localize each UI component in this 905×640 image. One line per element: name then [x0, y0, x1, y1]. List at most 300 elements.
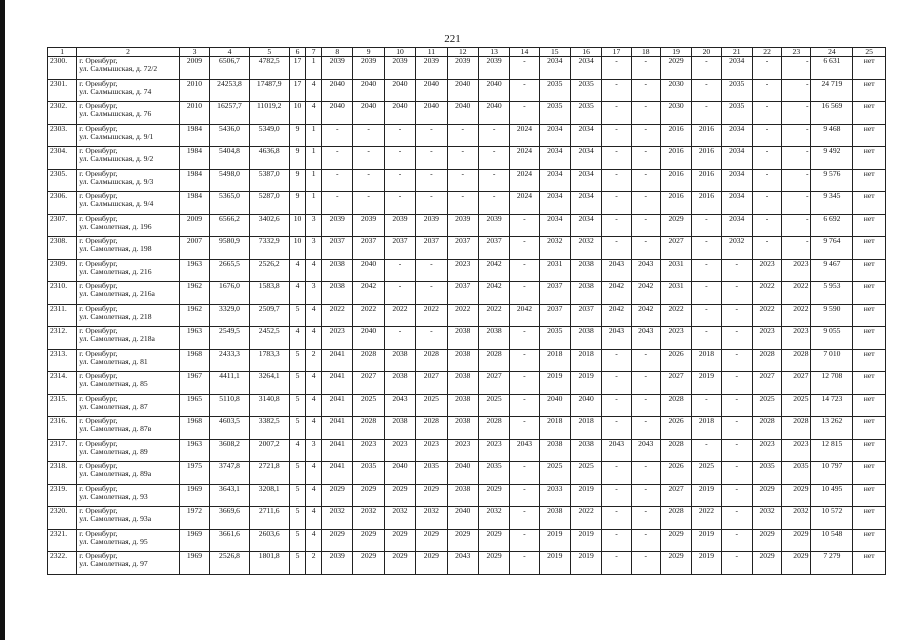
data-cell: - — [510, 417, 539, 440]
address-city: г. Оренбург, — [79, 484, 118, 493]
data-cell: нет — [853, 124, 886, 147]
data-cell: 3747,8 — [210, 462, 250, 485]
address-city: г. Оренбург, — [79, 371, 118, 380]
data-cell: 2016 — [692, 147, 721, 170]
address-cell — [77, 462, 180, 485]
address-city: г. Оренбург, — [79, 304, 118, 313]
data-cell: 9 — [289, 124, 306, 147]
address-cell — [77, 57, 180, 80]
data-cell: 3 — [306, 282, 322, 305]
address-street: ул. Самолетная, д. 95 — [79, 536, 148, 546]
data-cell: 2034 — [539, 57, 570, 80]
data-cell: 2040 — [447, 507, 478, 530]
data-cell: 2037 — [539, 304, 570, 327]
address-street: ул. Самолетная, д. 89 — [79, 446, 148, 456]
data-cell: 2040 — [384, 79, 415, 102]
address-cell — [77, 507, 180, 530]
data-cell: 2037 — [353, 237, 384, 260]
data-cell: 2040 — [384, 102, 415, 125]
data-cell: 2028 — [416, 417, 447, 440]
data-cell: 2040 — [447, 79, 478, 102]
data-cell: нет — [853, 147, 886, 170]
column-number: 8 — [322, 48, 353, 57]
table-row — [48, 462, 886, 485]
data-cell: 5 — [289, 304, 306, 327]
data-cell: 1984 — [179, 124, 209, 147]
data-cell: 2509,7 — [249, 304, 289, 327]
data-cell: - — [416, 259, 447, 282]
row-number: 2311. — [48, 304, 77, 327]
row-number: 2314. — [48, 372, 77, 395]
data-cell: 2038 — [539, 439, 570, 462]
data-cell: 2038 — [447, 394, 478, 417]
data-cell: 2043 — [602, 327, 631, 350]
data-cell: 9 345 — [811, 192, 853, 215]
column-number: 14 — [510, 48, 539, 57]
address-cell — [77, 394, 180, 417]
data-cell: 1972 — [179, 507, 209, 530]
data-cell: 2526,8 — [210, 552, 250, 575]
column-number: 10 — [384, 48, 415, 57]
data-cell: 9 — [289, 192, 306, 215]
data-cell: 1969 — [179, 552, 209, 575]
data-cell: 2025 — [752, 394, 781, 417]
column-number: 3 — [179, 48, 209, 57]
data-cell: 2016 — [660, 124, 691, 147]
data-cell: 2025 — [416, 394, 447, 417]
data-cell: 2040 — [384, 462, 415, 485]
data-cell: - — [692, 79, 721, 102]
data-cell: 2022 — [384, 304, 415, 327]
data-cell: 1 — [306, 124, 322, 147]
data-cell: 9 467 — [811, 259, 853, 282]
address-street: ул. Самолетная, д. 81 — [79, 356, 148, 366]
data-cell: 2023 — [322, 327, 353, 350]
data-cell: 2038 — [570, 327, 601, 350]
address-street: ул. Салмышская, д. 9/3 — [79, 176, 154, 186]
data-cell: 2022 — [447, 304, 478, 327]
data-cell: 2029 — [660, 529, 691, 552]
data-cell: - — [602, 169, 631, 192]
address-city: г. Оренбург, — [79, 191, 118, 200]
data-cell: 2040 — [416, 102, 447, 125]
data-cell: 9 764 — [811, 237, 853, 260]
data-cell: 1967 — [179, 372, 209, 395]
column-number: 5 — [249, 48, 289, 57]
address-cell — [77, 102, 180, 125]
data-cell: 2029 — [353, 484, 384, 507]
data-cell: 2034 — [570, 169, 601, 192]
data-cell: 2603,6 — [249, 529, 289, 552]
data-cell: 2041 — [322, 417, 353, 440]
address-cell — [77, 79, 180, 102]
data-cell: - — [631, 552, 660, 575]
data-cell: 2029 — [384, 529, 415, 552]
data-cell: 17487,9 — [249, 79, 289, 102]
table-row — [48, 259, 886, 282]
table-row — [48, 439, 886, 462]
data-cell: - — [782, 79, 811, 102]
data-cell: 2029 — [478, 529, 509, 552]
data-cell: 4 — [306, 484, 322, 507]
data-cell: 2035 — [353, 462, 384, 485]
data-cell: 5498,0 — [210, 169, 250, 192]
data-cell: 2028 — [660, 439, 691, 462]
data-cell: 2029 — [752, 529, 781, 552]
data-cell: 3264,1 — [249, 372, 289, 395]
data-cell: - — [478, 147, 509, 170]
data-cell: - — [416, 124, 447, 147]
data-cell: - — [416, 192, 447, 215]
data-cell: 2039 — [353, 214, 384, 237]
data-cell: 3 — [306, 439, 322, 462]
data-cell: 2035 — [721, 79, 752, 102]
data-cell: 2 — [306, 349, 322, 372]
data-cell: 4 — [306, 102, 322, 125]
data-cell: 2041 — [322, 439, 353, 462]
data-cell: - — [353, 192, 384, 215]
data-cell: 5 — [289, 552, 306, 575]
data-cell: 2027 — [752, 372, 781, 395]
data-cell: - — [602, 372, 631, 395]
row-number: 2302. — [48, 102, 77, 125]
data-cell: 7 010 — [811, 349, 853, 372]
data-cell: нет — [853, 102, 886, 125]
data-cell: 2019 — [539, 372, 570, 395]
row-number: 2318. — [48, 462, 77, 485]
data-cell: 2038 — [570, 259, 601, 282]
data-cell: 2032 — [752, 507, 781, 530]
data-cell: - — [384, 124, 415, 147]
data-cell: 2028 — [752, 417, 781, 440]
data-cell: - — [602, 507, 631, 530]
data-cell: 2040 — [447, 462, 478, 485]
data-cell: 2025 — [692, 462, 721, 485]
data-cell: - — [782, 214, 811, 237]
data-cell: 2037 — [447, 237, 478, 260]
address-city: г. Оренбург, — [79, 79, 118, 88]
data-cell: 2026 — [660, 349, 691, 372]
data-cell: 2040 — [353, 102, 384, 125]
data-cell: нет — [853, 439, 886, 462]
data-cell: 4 — [306, 79, 322, 102]
address-city: г. Оренбург, — [79, 146, 118, 155]
data-cell: 1962 — [179, 282, 209, 305]
column-number: 2 — [77, 48, 180, 57]
data-cell: 4 — [289, 327, 306, 350]
data-cell: нет — [853, 349, 886, 372]
data-cell: - — [353, 124, 384, 147]
data-cell: 4636,8 — [249, 147, 289, 170]
data-cell: 2038 — [322, 259, 353, 282]
data-cell: 2040 — [416, 79, 447, 102]
data-cell: - — [631, 102, 660, 125]
data-cell: 2029 — [353, 529, 384, 552]
data-cell: 2029 — [416, 484, 447, 507]
data-cell: - — [752, 169, 781, 192]
data-cell: 1968 — [179, 349, 209, 372]
data-cell: - — [692, 214, 721, 237]
address-city: г. Оренбург, — [79, 124, 118, 133]
data-cell: - — [602, 192, 631, 215]
data-cell: 2029 — [353, 552, 384, 575]
data-cell: 2039 — [416, 57, 447, 80]
data-cell: 2043 — [602, 439, 631, 462]
column-number: 20 — [692, 48, 721, 57]
data-cell: 2029 — [384, 552, 415, 575]
data-cell: - — [447, 192, 478, 215]
row-number: 2315. — [48, 394, 77, 417]
data-cell: 6506,7 — [210, 57, 250, 80]
address-cell — [77, 214, 180, 237]
data-cell: 2025 — [539, 462, 570, 485]
data-cell: 2025 — [353, 394, 384, 417]
data-cell: 2018 — [539, 417, 570, 440]
data-cell: 2042 — [510, 304, 539, 327]
row-number: 2312. — [48, 327, 77, 350]
data-cell: 7 279 — [811, 552, 853, 575]
data-cell: 2019 — [570, 529, 601, 552]
data-cell: - — [510, 552, 539, 575]
data-cell: - — [721, 462, 752, 485]
address-street: ул. Самолетная, д. 97 — [79, 559, 148, 569]
row-number: 2321. — [48, 529, 77, 552]
address-city: г. Оренбург, — [79, 214, 118, 223]
data-cell: 2038 — [570, 439, 601, 462]
column-number: 18 — [631, 48, 660, 57]
data-cell: 4 — [306, 394, 322, 417]
data-cell: 9 492 — [811, 147, 853, 170]
data-cell: 24 719 — [811, 79, 853, 102]
data-cell: 2016 — [692, 192, 721, 215]
data-cell: 2019 — [570, 552, 601, 575]
data-cell: 2038 — [384, 372, 415, 395]
row-number: 2316. — [48, 417, 77, 440]
data-cell: 1783,3 — [249, 349, 289, 372]
data-cell: 2043 — [631, 327, 660, 350]
data-cell: 3 — [306, 237, 322, 260]
address-cell — [77, 372, 180, 395]
data-cell: 2035 — [570, 102, 601, 125]
data-cell: нет — [853, 394, 886, 417]
column-number: 21 — [721, 48, 752, 57]
address-cell — [77, 192, 180, 215]
data-cell: - — [602, 529, 631, 552]
data-cell: - — [510, 259, 539, 282]
data-cell: 9 576 — [811, 169, 853, 192]
data-cell: - — [510, 349, 539, 372]
data-cell: 2032 — [384, 507, 415, 530]
data-cell: - — [602, 124, 631, 147]
column-number: 11 — [416, 48, 447, 57]
data-cell: - — [752, 214, 781, 237]
data-cell: 2042 — [478, 282, 509, 305]
data-cell: - — [752, 102, 781, 125]
address-street: ул. Самолетная, д. 87в — [79, 424, 152, 434]
data-cell: 1676,0 — [210, 282, 250, 305]
data-cell: - — [721, 304, 752, 327]
table-row — [48, 169, 886, 192]
address-cell — [77, 259, 180, 282]
data-cell: 2037 — [322, 237, 353, 260]
data-cell: 5387,0 — [249, 169, 289, 192]
data-cell: 2040 — [447, 102, 478, 125]
address-cell — [77, 304, 180, 327]
data-cell: - — [416, 147, 447, 170]
data-cell: 2042 — [478, 259, 509, 282]
data-cell: 16 569 — [811, 102, 853, 125]
data-cell: 2037 — [539, 282, 570, 305]
row-number: 2308. — [48, 237, 77, 260]
data-cell: 2039 — [353, 57, 384, 80]
data-cell: 2007 — [179, 237, 209, 260]
data-cell: нет — [853, 57, 886, 80]
data-cell: 3382,5 — [249, 417, 289, 440]
data-cell: - — [631, 237, 660, 260]
column-number: 7 — [306, 48, 322, 57]
data-cell: 2018 — [570, 349, 601, 372]
table-row — [48, 282, 886, 305]
data-cell: 2037 — [447, 282, 478, 305]
data-cell: нет — [853, 372, 886, 395]
data-cell: 2026 — [660, 462, 691, 485]
data-cell: нет — [853, 192, 886, 215]
data-cell: 2029 — [782, 552, 811, 575]
data-cell: 9580,9 — [210, 237, 250, 260]
data-cell: 2029 — [384, 484, 415, 507]
data-cell: 2022 — [322, 304, 353, 327]
data-cell: 2038 — [478, 327, 509, 350]
column-number: 15 — [539, 48, 570, 57]
address-city: г. Оренбург, — [79, 461, 118, 470]
data-cell: 10 548 — [811, 529, 853, 552]
data-cell: 2029 — [782, 484, 811, 507]
data-cell: - — [602, 57, 631, 80]
address-street: ул. Самолетная, д. 216 — [79, 266, 152, 276]
data-cell: 2016 — [660, 169, 691, 192]
data-cell: - — [631, 147, 660, 170]
table-row — [48, 529, 886, 552]
data-cell: - — [721, 282, 752, 305]
data-cell: - — [416, 327, 447, 350]
data-cell: 2035 — [752, 462, 781, 485]
data-cell: 2023 — [660, 327, 691, 350]
data-cell: 9 055 — [811, 327, 853, 350]
data-cell: 2034 — [539, 169, 570, 192]
data-cell: - — [510, 102, 539, 125]
data-cell: 4 — [306, 507, 322, 530]
address-street: ул. Салмышская, д. 9/2 — [79, 154, 154, 164]
data-cell: 1962 — [179, 304, 209, 327]
table-row — [48, 304, 886, 327]
data-cell: 2028 — [353, 417, 384, 440]
data-cell: 2043 — [510, 439, 539, 462]
data-cell: 2041 — [322, 372, 353, 395]
row-number: 2317. — [48, 439, 77, 462]
data-cell: - — [692, 259, 721, 282]
data-cell: 2032 — [416, 507, 447, 530]
column-number: 24 — [811, 48, 853, 57]
data-cell: 2526,2 — [249, 259, 289, 282]
data-cell: 2034 — [721, 214, 752, 237]
data-cell: 2034 — [721, 147, 752, 170]
data-cell: 2034 — [570, 57, 601, 80]
data-cell: 2029 — [660, 57, 691, 80]
data-cell: - — [478, 192, 509, 215]
data-cell: - — [510, 507, 539, 530]
data-cell: 2040 — [322, 79, 353, 102]
data-cell: 2028 — [353, 349, 384, 372]
address-street: ул. Самолетная, д. 218 — [79, 311, 152, 321]
data-cell: 5 — [289, 529, 306, 552]
data-cell: нет — [853, 304, 886, 327]
data-cell: 2018 — [692, 349, 721, 372]
data-cell: 2040 — [478, 102, 509, 125]
data-cell: нет — [853, 259, 886, 282]
data-cell: 2030 — [660, 79, 691, 102]
data-cell: 2039 — [478, 214, 509, 237]
data-cell: 2023 — [353, 439, 384, 462]
data-cell: 2042 — [631, 304, 660, 327]
address-city: г. Оренбург, — [79, 236, 118, 245]
data-cell: - — [384, 192, 415, 215]
data-cell: 4411,1 — [210, 372, 250, 395]
data-cell: 3 — [306, 214, 322, 237]
address-street: ул. Салмышская, д. 72/2 — [79, 64, 158, 74]
data-cell: - — [602, 552, 631, 575]
data-cell: - — [721, 529, 752, 552]
data-cell: 5 — [289, 417, 306, 440]
data-cell: 2029 — [660, 214, 691, 237]
housing-repair-schedule-table — [47, 47, 886, 575]
data-cell: 2019 — [539, 529, 570, 552]
data-cell: 2028 — [782, 417, 811, 440]
data-cell: 2031 — [660, 282, 691, 305]
data-cell: нет — [853, 237, 886, 260]
table-row — [48, 327, 886, 350]
table-row — [48, 372, 886, 395]
data-cell: - — [752, 124, 781, 147]
row-number: 2309. — [48, 259, 77, 282]
data-cell: 2034 — [539, 214, 570, 237]
data-cell: 10 — [289, 214, 306, 237]
data-cell: 4782,5 — [249, 57, 289, 80]
data-cell: 5 — [289, 484, 306, 507]
data-cell: 9 590 — [811, 304, 853, 327]
data-cell: 2034 — [721, 192, 752, 215]
data-cell: 2025 — [570, 462, 601, 485]
data-cell: 2034 — [539, 124, 570, 147]
data-cell: 2040 — [353, 327, 384, 350]
data-cell: 10 — [289, 102, 306, 125]
data-cell: 2023 — [752, 439, 781, 462]
data-cell: - — [721, 507, 752, 530]
data-cell: - — [631, 394, 660, 417]
address-street: ул. Салмышская, д. 9/4 — [79, 199, 154, 209]
data-cell: 2029 — [416, 552, 447, 575]
table-row — [48, 79, 886, 102]
data-cell: 1969 — [179, 484, 209, 507]
data-cell: - — [692, 304, 721, 327]
column-number: 25 — [853, 48, 886, 57]
data-cell: 2035 — [539, 79, 570, 102]
data-cell: 2711,6 — [249, 507, 289, 530]
data-cell: 2023 — [752, 259, 781, 282]
data-cell: 4 — [306, 327, 322, 350]
data-cell: 2039 — [322, 552, 353, 575]
data-cell: 4 — [289, 439, 306, 462]
data-cell: 5436,0 — [210, 124, 250, 147]
